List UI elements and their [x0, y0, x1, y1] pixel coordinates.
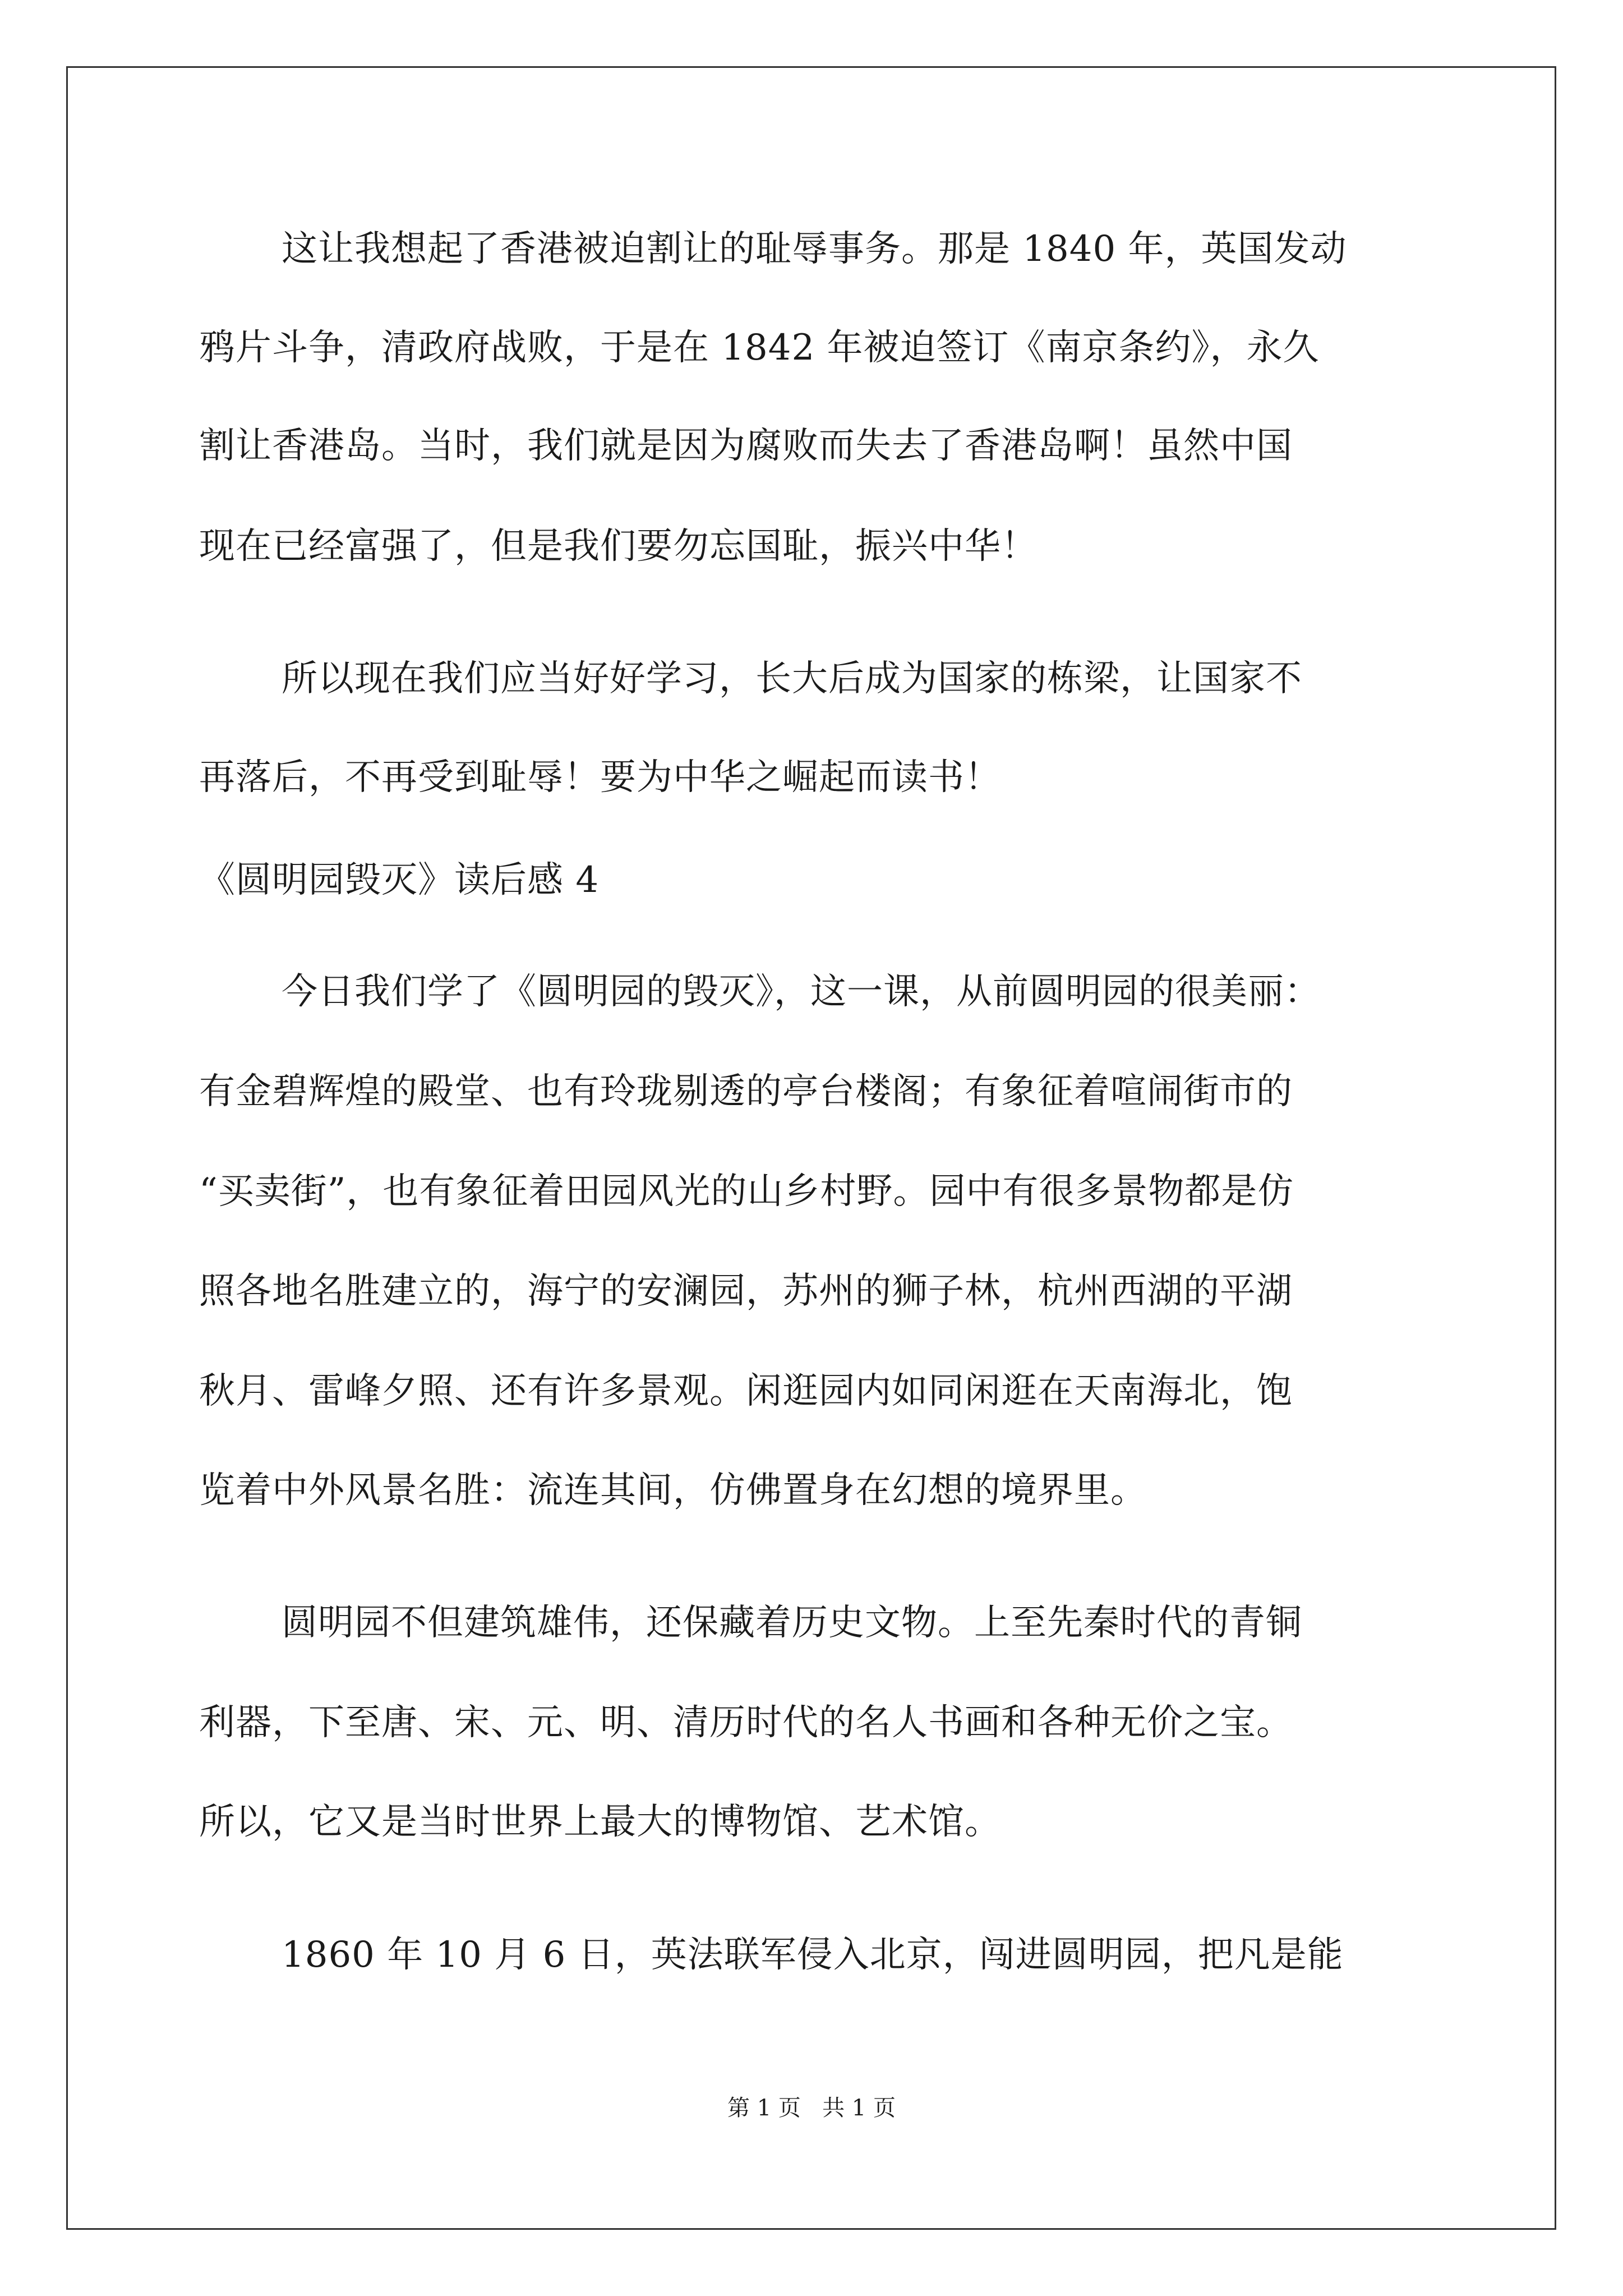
body-line: “买卖街”，也有象征着田园风光的山乡村野。园中有很多景物都是仿 [199, 1171, 1294, 1212]
body-line: 所以现在我们应当好好学习，长大后成为国家的栋梁，让国家不 [282, 658, 1302, 700]
body-line: 照各地名胜建立的，海宁的安澜园，苏州的狮子林，杭州西湖的平湖 [199, 1271, 1293, 1312]
body-line: 圆明园不但建筑雄伟，还保藏着历史文物。上至先秦时代的青铜 [282, 1602, 1302, 1644]
body-line: 割让香港岛。当时，我们就是因为腐败而失去了香港岛啊！虽然中国 [199, 425, 1293, 467]
body-line: 所以，它又是当时世界上最大的博物馆、艺术馆。 [199, 1801, 1001, 1843]
body-line: 秋月、雷峰夕照、还有许多景观。闲逛园内如同闲逛在天南海北，饱 [199, 1370, 1293, 1412]
body-line: 这让我想起了香港被迫割让的耻辱事务。那是 1840 年，英国发动 [282, 228, 1347, 270]
section-heading: 《圆明园毁灭》读后感 4 [199, 859, 600, 901]
body-line: 览着中外风景名胜：流连其间，仿佛置身在幻想的境界里。 [199, 1470, 1147, 1511]
body-line: 今日我们学了《圆明园的毁灭》，这一课，从前圆明园的很美丽： [282, 971, 1321, 1013]
body-line: 鸦片斗争，清政府战败，于是在 1842 年被迫签订《南京条约》，永久 [199, 327, 1320, 369]
body-line: 1860 年 10 月 6 日，英法联军侵入北京，闯进圆明园，把凡是能 [282, 1934, 1344, 1976]
body-line: 再落后，不再受到耻辱！要为中华之崛起而读书！ [199, 757, 1001, 798]
page-border [66, 66, 1556, 2230]
body-line: 有金碧辉煌的殿堂、也有玲珑剔透的亭台楼阁；有象征着喧闹街市的 [199, 1071, 1293, 1112]
body-line: 利器，下至唐、宋、元、明、清历时代的名人书画和各种无价之宝。 [199, 1702, 1293, 1743]
body-line: 现在已经富强了，但是我们要勿忘国耻，振兴中华！ [199, 526, 1038, 567]
page-number-footer: 第 1 页 共 1 页 [727, 2095, 896, 2121]
